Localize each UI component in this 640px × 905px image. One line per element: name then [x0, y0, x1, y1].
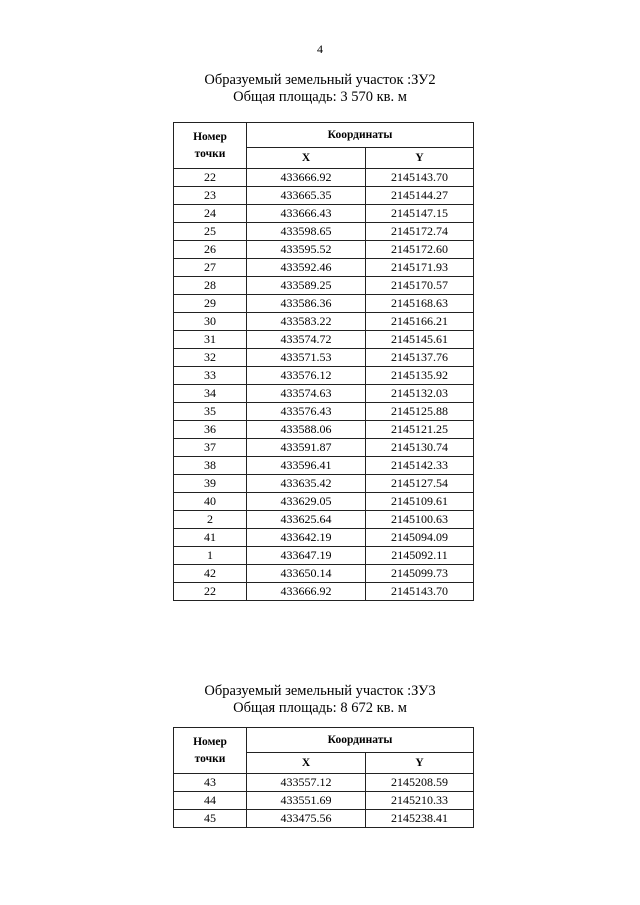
table-row	[174, 403, 474, 421]
y-coordinate-cell: 2145121.25	[366, 421, 474, 439]
x-coordinate-cell: 433591.87	[247, 439, 366, 457]
table-row	[174, 331, 474, 349]
point-number-cell: 39	[174, 475, 247, 493]
table-row	[174, 511, 474, 529]
point-number-cell: 22	[174, 583, 247, 601]
point-number-cell: 33	[174, 367, 247, 385]
table-row	[174, 457, 474, 475]
x-coordinate-cell: 433576.12	[247, 367, 366, 385]
point-number-cell: 28	[174, 277, 247, 295]
section-heading-zu3	[0, 683, 640, 717]
point-number-cell: 40	[174, 493, 247, 511]
table-row	[174, 475, 474, 493]
y-coordinate-cell: 2145166.21	[366, 313, 474, 331]
x-coordinate-cell: 433595.52	[247, 241, 366, 259]
y-coordinate-cell: 2145137.76	[366, 349, 474, 367]
plot-area: Общая площадь: 8 672 кв. м	[233, 700, 407, 716]
point-number-cell: 2	[174, 511, 247, 529]
section-heading-zu2	[0, 72, 640, 106]
x-coordinate-cell: 433666.92	[247, 583, 366, 601]
coordinates-table-zu2	[173, 122, 474, 601]
y-coordinate-cell: 2145094.09	[366, 529, 474, 547]
x-coordinate-cell: 433665.35	[247, 187, 366, 205]
point-number-cell: 35	[174, 403, 247, 421]
point-number-cell: 23	[174, 187, 247, 205]
y-header: Y	[366, 148, 474, 169]
table-row	[174, 295, 474, 313]
x-coordinate-cell: 433635.42	[247, 475, 366, 493]
coordinates-header: Координаты	[247, 123, 474, 148]
point-number-header: Номер точки	[174, 728, 247, 774]
point-number-cell: 1	[174, 547, 247, 565]
point-number-cell: 31	[174, 331, 247, 349]
y-coordinate-cell: 2145143.70	[366, 169, 474, 187]
point-number-cell: 44	[174, 792, 247, 810]
table-row	[174, 277, 474, 295]
table-row	[174, 547, 474, 565]
x-coordinate-cell: 433588.06	[247, 421, 366, 439]
y-coordinate-cell: 2145142.33	[366, 457, 474, 475]
y-coordinate-cell: 2145132.03	[366, 385, 474, 403]
x-coordinate-cell: 433592.46	[247, 259, 366, 277]
x-coordinate-cell: 433589.25	[247, 277, 366, 295]
table-row	[174, 187, 474, 205]
table-row	[174, 367, 474, 385]
x-coordinate-cell: 433586.36	[247, 295, 366, 313]
point-number-cell: 37	[174, 439, 247, 457]
x-coordinate-cell: 433666.43	[247, 205, 366, 223]
y-coordinate-cell: 2145172.74	[366, 223, 474, 241]
y-coordinate-cell: 2145100.63	[366, 511, 474, 529]
x-header: X	[247, 753, 366, 774]
y-coordinate-cell: 2145238.41	[366, 810, 474, 828]
x-coordinate-cell: 433551.69	[247, 792, 366, 810]
y-coordinate-cell: 2145210.33	[366, 792, 474, 810]
plot-title: Образуемый земельный участок :ЗУ2	[204, 72, 436, 88]
y-coordinate-cell: 2145170.57	[366, 277, 474, 295]
table-row	[174, 241, 474, 259]
table-row	[174, 313, 474, 331]
table-row	[174, 583, 474, 601]
point-number-cell: 27	[174, 259, 247, 277]
x-coordinate-cell: 433574.63	[247, 385, 366, 403]
y-header: Y	[366, 753, 474, 774]
point-number-cell: 45	[174, 810, 247, 828]
point-number-cell: 24	[174, 205, 247, 223]
table-row	[174, 439, 474, 457]
table-row	[174, 223, 474, 241]
y-coordinate-cell: 2145092.11	[366, 547, 474, 565]
point-number-cell: 34	[174, 385, 247, 403]
table-row	[174, 493, 474, 511]
point-number-cell: 22	[174, 169, 247, 187]
point-number-cell: 30	[174, 313, 247, 331]
y-coordinate-cell: 2145172.60	[366, 241, 474, 259]
point-number-cell: 25	[174, 223, 247, 241]
x-coordinate-cell: 433650.14	[247, 565, 366, 583]
x-coordinate-cell: 433642.19	[247, 529, 366, 547]
x-coordinate-cell: 433596.41	[247, 457, 366, 475]
table-row	[174, 349, 474, 367]
y-coordinate-cell: 2145099.73	[366, 565, 474, 583]
point-number-cell: 42	[174, 565, 247, 583]
x-coordinate-cell: 433647.19	[247, 547, 366, 565]
coordinates-table-zu3	[173, 727, 474, 828]
point-number-header: Номер точки	[174, 123, 247, 169]
plot-title: Образуемый земельный участок :ЗУ3	[204, 683, 436, 699]
x-coordinate-cell: 433583.22	[247, 313, 366, 331]
x-coordinate-cell: 433576.43	[247, 403, 366, 421]
x-coordinate-cell: 433571.53	[247, 349, 366, 367]
point-number-cell: 32	[174, 349, 247, 367]
point-number-cell: 41	[174, 529, 247, 547]
point-number-cell: 26	[174, 241, 247, 259]
table-row	[174, 385, 474, 403]
x-coordinate-cell: 433625.64	[247, 511, 366, 529]
table-row	[174, 810, 474, 828]
plot-area: Общая площадь: 3 570 кв. м	[233, 89, 407, 105]
point-number-cell: 29	[174, 295, 247, 313]
point-number-cell: 38	[174, 457, 247, 475]
table-row	[174, 205, 474, 223]
table-row	[174, 792, 474, 810]
x-coordinate-cell: 433629.05	[247, 493, 366, 511]
table-row	[174, 565, 474, 583]
x-coordinate-cell: 433598.65	[247, 223, 366, 241]
table-row	[174, 259, 474, 277]
table-row	[174, 421, 474, 439]
table-row	[174, 169, 474, 187]
y-coordinate-cell: 2145135.92	[366, 367, 474, 385]
y-coordinate-cell: 2145168.63	[366, 295, 474, 313]
y-coordinate-cell: 2145109.61	[366, 493, 474, 511]
y-coordinate-cell: 2145130.74	[366, 439, 474, 457]
y-coordinate-cell: 2145127.54	[366, 475, 474, 493]
x-coordinate-cell: 433666.92	[247, 169, 366, 187]
page-number: 4	[317, 42, 323, 56]
x-coordinate-cell: 433557.12	[247, 774, 366, 792]
y-coordinate-cell: 2145147.15	[366, 205, 474, 223]
y-coordinate-cell: 2145143.70	[366, 583, 474, 601]
y-coordinate-cell: 2145208.59	[366, 774, 474, 792]
table-row	[174, 774, 474, 792]
x-coordinate-cell: 433475.56	[247, 810, 366, 828]
y-coordinate-cell: 2145144.27	[366, 187, 474, 205]
point-number-cell: 36	[174, 421, 247, 439]
x-header: X	[247, 148, 366, 169]
point-number-cell: 43	[174, 774, 247, 792]
y-coordinate-cell: 2145125.88	[366, 403, 474, 421]
table-row	[174, 529, 474, 547]
coordinates-header: Координаты	[247, 728, 474, 753]
y-coordinate-cell: 2145171.93	[366, 259, 474, 277]
x-coordinate-cell: 433574.72	[247, 331, 366, 349]
y-coordinate-cell: 2145145.61	[366, 331, 474, 349]
